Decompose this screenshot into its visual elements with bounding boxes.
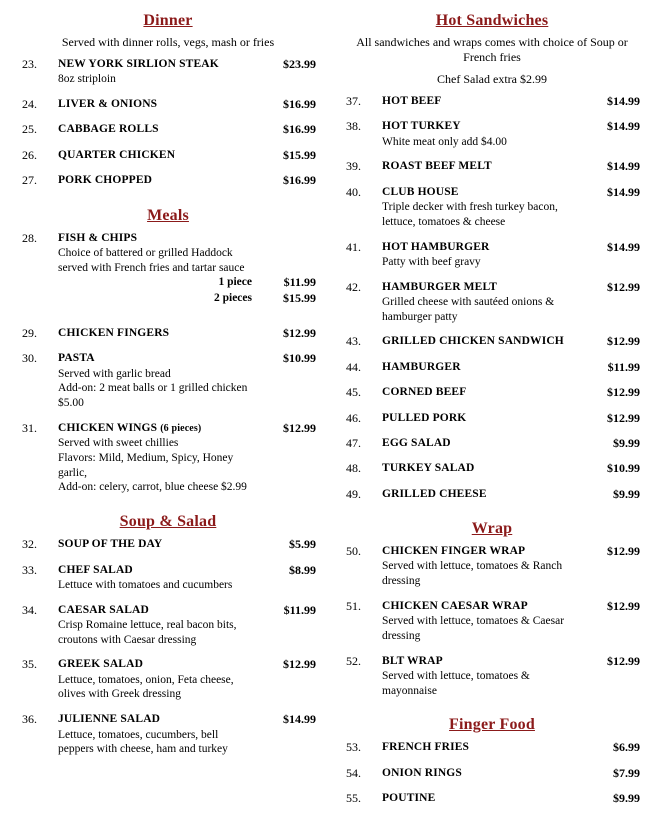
menu-item-list xyxy=(344,544,640,698)
item-price: $15.99 xyxy=(283,147,316,162)
item-name-text: GRILLED CHEESE xyxy=(382,487,487,500)
item-name xyxy=(382,94,580,109)
item-subprice-row xyxy=(58,291,316,306)
item-name xyxy=(58,173,256,188)
menu-column-right xyxy=(344,8,640,834)
item-name xyxy=(58,563,256,578)
item-name-text: PULLED PORK xyxy=(382,411,467,424)
item-price: $12.99 xyxy=(607,385,640,400)
item-number: 42. xyxy=(346,279,361,294)
item-price: $12.99 xyxy=(283,657,316,672)
item-name xyxy=(58,97,256,112)
menu-item xyxy=(22,57,316,87)
item-description: 8oz striploin xyxy=(58,73,116,86)
menu-item xyxy=(346,240,640,270)
menu-item-list xyxy=(20,231,316,496)
item-price: $7.99 xyxy=(613,765,640,780)
item-name xyxy=(382,185,580,200)
item-name xyxy=(58,231,256,246)
item-price: $16.99 xyxy=(283,122,316,137)
item-price: $11.99 xyxy=(283,602,316,617)
item-number: 28. xyxy=(22,230,37,245)
item-number: 29. xyxy=(22,326,37,341)
item-number: 31. xyxy=(22,420,37,435)
item-price: $12.99 xyxy=(607,410,640,425)
menu-item xyxy=(22,326,316,341)
item-number: 49. xyxy=(346,486,361,501)
menu-item-list xyxy=(20,57,316,189)
item-name xyxy=(382,740,580,755)
item-name-text: SOUP OF THE DAY xyxy=(58,538,163,551)
menu-item xyxy=(346,280,640,325)
menu-item xyxy=(346,791,640,806)
item-description: Triple decker with fresh turkey bacon, lettuce, tomatoes & cheese xyxy=(382,201,558,228)
section-title: Meals xyxy=(147,206,189,224)
item-name-text: HAMBURGER MELT xyxy=(382,280,498,293)
menu-section xyxy=(20,207,316,496)
item-name xyxy=(58,537,256,552)
item-description: Lettuce, tomatoes, onion, Feta cheese, olives with Greek dressing xyxy=(58,673,234,701)
item-name-text: JULIENNE SALAD xyxy=(58,713,161,726)
menu-item xyxy=(22,173,316,188)
menu-item xyxy=(22,97,316,112)
item-price: $23.99 xyxy=(283,57,316,71)
menu-item xyxy=(346,94,640,109)
item-name-text: FISH & CHIPS xyxy=(58,231,138,244)
item-number: 55. xyxy=(346,791,361,806)
item-name xyxy=(382,385,580,400)
item-description: Lettuce, tomatoes, cucumbers, bell peppers with cheese, ham and turkey xyxy=(58,728,228,756)
menu-item xyxy=(346,654,640,699)
subprice-price: $11.99 xyxy=(283,275,316,290)
item-number: 41. xyxy=(346,239,361,254)
item-price: $12.99 xyxy=(607,279,640,294)
item-price: $12.99 xyxy=(607,334,640,349)
menu-item xyxy=(346,119,640,149)
menu-item xyxy=(346,740,640,755)
item-number: 45. xyxy=(346,385,361,400)
item-name xyxy=(58,326,256,341)
item-number: 38. xyxy=(346,119,361,134)
menu-column-left xyxy=(20,8,316,834)
item-price: $11.99 xyxy=(607,359,640,374)
item-price xyxy=(262,231,316,246)
item-name-text: CHEF SALAD xyxy=(58,563,133,576)
menu-item xyxy=(22,603,316,648)
item-name xyxy=(382,360,580,375)
item-name-text: CLUB HOUSE xyxy=(382,185,459,198)
item-number: 53. xyxy=(346,740,361,755)
item-price: $14.99 xyxy=(607,119,640,134)
item-number: 50. xyxy=(346,543,361,558)
menu-item xyxy=(22,712,316,757)
menu-item xyxy=(346,436,640,451)
item-name xyxy=(382,334,580,349)
menu-item xyxy=(346,411,640,426)
item-name xyxy=(58,603,256,618)
item-description: Grilled cheese with sautéed onions & hamburger patty xyxy=(382,296,555,323)
item-price: $9.99 xyxy=(613,435,640,450)
item-description: Lettuce with tomatoes and cucumbers xyxy=(58,578,233,591)
item-name-text: ROAST BEEF MELT xyxy=(382,160,492,173)
menu-item xyxy=(346,487,640,502)
item-name-text: CHICKEN WINGS xyxy=(58,421,158,434)
item-description: served with French fries and tartar sauce xyxy=(58,261,245,274)
item-name xyxy=(382,791,580,806)
item-description: Served with lettuce, tomatoes & mayonnaise xyxy=(382,669,530,697)
item-number: 39. xyxy=(346,159,361,174)
item-name xyxy=(382,654,580,669)
item-description: Crisp Romaine lettuce, real bacon bits, croutons with Caesar dressing xyxy=(58,618,237,646)
section-subtitle: Chef Salad extra $2.99 xyxy=(437,72,547,86)
menu-item xyxy=(22,231,316,307)
item-name-text: EGG SALAD xyxy=(382,436,451,449)
menu-item xyxy=(346,334,640,349)
item-name-text: LIVER & ONIONS xyxy=(58,98,158,111)
item-name-text: CHICKEN FINGERS xyxy=(58,327,170,340)
item-name-text: GRILLED CHICKEN SANDWICH xyxy=(382,335,564,348)
item-price: $14.99 xyxy=(283,712,316,727)
menu-section xyxy=(344,12,640,502)
item-number: 40. xyxy=(346,184,361,199)
item-name-text: BLT WRAP xyxy=(382,654,443,667)
item-number: 46. xyxy=(346,410,361,425)
section-title: Dinner xyxy=(143,12,193,29)
item-number: 35. xyxy=(22,657,37,672)
item-price: $12.99 xyxy=(607,543,640,558)
item-price: $16.99 xyxy=(283,173,316,188)
item-number: 24. xyxy=(22,97,37,112)
item-number: 27. xyxy=(22,173,37,188)
item-name xyxy=(382,487,580,502)
menu-item-list xyxy=(344,740,640,806)
item-name xyxy=(58,657,256,672)
menu-item xyxy=(22,148,316,163)
item-number: 26. xyxy=(22,147,37,162)
item-name-suffix: (6 pieces) xyxy=(160,422,202,434)
item-name-text: PASTA xyxy=(58,352,95,365)
item-subprice-row xyxy=(58,275,316,290)
menu-item xyxy=(346,461,640,476)
item-price: $5.99 xyxy=(289,537,316,552)
section-subtitle: Served with dinner rolls, vegs, mash or fries xyxy=(61,35,275,49)
item-name xyxy=(382,280,580,295)
item-number: 43. xyxy=(346,334,361,349)
item-description: Served with garlic bread xyxy=(58,367,171,380)
item-description: Flavors: Mild, Medium, Spicy, Honey garlic, xyxy=(58,451,234,479)
item-name-text: HAMBURGER xyxy=(382,360,461,373)
item-name xyxy=(382,436,580,451)
item-price: $10.99 xyxy=(283,351,316,366)
menu-item xyxy=(346,544,640,589)
menu-item xyxy=(346,599,640,644)
item-price: $14.99 xyxy=(607,94,640,108)
item-price: $12.99 xyxy=(283,326,316,341)
menu-item xyxy=(22,421,316,495)
item-name xyxy=(58,421,256,436)
item-name xyxy=(58,712,256,727)
item-description: Add-on: celery, carrot, blue cheese $2.99 xyxy=(58,481,247,494)
item-name-text: CAESAR SALAD xyxy=(58,603,149,616)
menu-item xyxy=(22,537,316,552)
item-number: 37. xyxy=(346,94,361,108)
item-price: $10.99 xyxy=(607,461,640,476)
item-name-text: PORK CHOPPED xyxy=(58,174,153,187)
section-subtitle: All sandwiches and wraps comes with choice of Soup or French fries xyxy=(356,35,628,64)
item-number: 52. xyxy=(346,653,361,668)
menu-item xyxy=(346,385,640,400)
item-name xyxy=(58,148,256,163)
menu-section xyxy=(20,12,316,189)
item-name xyxy=(382,766,580,781)
item-price: $14.99 xyxy=(607,239,640,254)
item-number: 36. xyxy=(22,712,37,727)
subprice-label: 1 piece xyxy=(218,276,252,289)
item-description: Choice of battered or grilled Haddock xyxy=(58,246,233,259)
menu-item xyxy=(22,563,316,593)
item-name-text: CABBAGE ROLLS xyxy=(58,123,159,136)
item-number: 23. xyxy=(22,57,37,71)
item-name-text: GREEK SALAD xyxy=(58,658,144,671)
item-price: $8.99 xyxy=(289,562,316,577)
item-number: 25. xyxy=(22,122,37,137)
section-title: Soup & Salad xyxy=(119,513,217,531)
item-number: 33. xyxy=(22,562,37,577)
item-name xyxy=(382,240,580,255)
item-number: 48. xyxy=(346,461,361,476)
item-name xyxy=(58,57,256,72)
menu-item xyxy=(346,360,640,375)
menu-item xyxy=(346,185,640,230)
menu-item-list xyxy=(20,537,316,757)
item-name xyxy=(382,159,580,174)
item-name-text: ONION RINGS xyxy=(382,766,462,779)
item-name-text: CHICKEN FINGER WRAP xyxy=(382,544,526,557)
item-name xyxy=(382,119,580,134)
item-name-text: CORNED BEEF xyxy=(382,386,467,399)
menu-item xyxy=(346,159,640,174)
item-name xyxy=(382,544,580,559)
item-name xyxy=(58,351,256,366)
item-number: 32. xyxy=(22,537,37,552)
menu-item xyxy=(22,351,316,411)
item-description: Add-on: 2 meat balls or 1 grilled chicken $5.00 xyxy=(58,382,248,410)
item-name-text: HOT TURKEY xyxy=(382,120,461,133)
item-price: $12.99 xyxy=(607,653,640,668)
item-name-text: HOT HAMBURGER xyxy=(382,240,490,253)
item-number: 44. xyxy=(346,359,361,374)
item-number: 54. xyxy=(346,765,361,780)
item-number: 51. xyxy=(346,598,361,613)
item-name xyxy=(382,461,580,476)
menu-item xyxy=(22,657,316,702)
item-name-text: HOT BEEF xyxy=(382,95,442,107)
menu-section xyxy=(344,520,640,698)
item-name-text: POUTINE xyxy=(382,792,436,805)
item-number: 34. xyxy=(22,602,37,617)
menu-item xyxy=(346,766,640,781)
menu-item-list xyxy=(344,94,640,502)
item-description: White meat only add $4.00 xyxy=(382,135,507,148)
section-title: Wrap xyxy=(471,519,513,537)
subprice-price: $15.99 xyxy=(283,290,316,305)
menu-section xyxy=(20,513,316,757)
item-name xyxy=(382,411,580,426)
item-name-text: NEW YORK SIRLION STEAK xyxy=(58,58,219,70)
item-description: Served with sweet chillies xyxy=(58,437,179,450)
item-description: Served with lettuce, tomatoes & Caesar dressing xyxy=(382,615,565,642)
menu-item xyxy=(22,122,316,137)
section-title: Finger Food xyxy=(449,716,535,734)
item-price: $9.99 xyxy=(613,486,640,501)
item-price: $6.99 xyxy=(613,740,640,755)
item-number: 47. xyxy=(346,435,361,450)
item-name-text: TURKEY SALAD xyxy=(382,462,475,475)
item-name xyxy=(58,122,256,137)
item-description: Patty with beef gravy xyxy=(382,255,481,268)
item-price: $9.99 xyxy=(613,791,640,806)
item-name-text: FRENCH FRIES xyxy=(382,741,470,754)
item-name-text: CHICKEN CAESAR WRAP xyxy=(382,599,528,612)
item-name-text: QUARTER CHICKEN xyxy=(58,148,176,161)
item-price: $14.99 xyxy=(607,184,640,199)
item-price: $12.99 xyxy=(607,598,640,613)
item-price: $12.99 xyxy=(283,420,316,435)
menu-section xyxy=(344,716,640,806)
item-name xyxy=(382,599,580,614)
item-price: $14.99 xyxy=(607,159,640,174)
section-title: Hot Sandwiches xyxy=(435,12,549,29)
item-number: 30. xyxy=(22,351,37,366)
item-price: $16.99 xyxy=(283,97,316,112)
item-description: Served with lettuce, tomatoes & Ranch dressing xyxy=(382,560,563,588)
subprice-label: 2 pieces xyxy=(213,291,252,304)
